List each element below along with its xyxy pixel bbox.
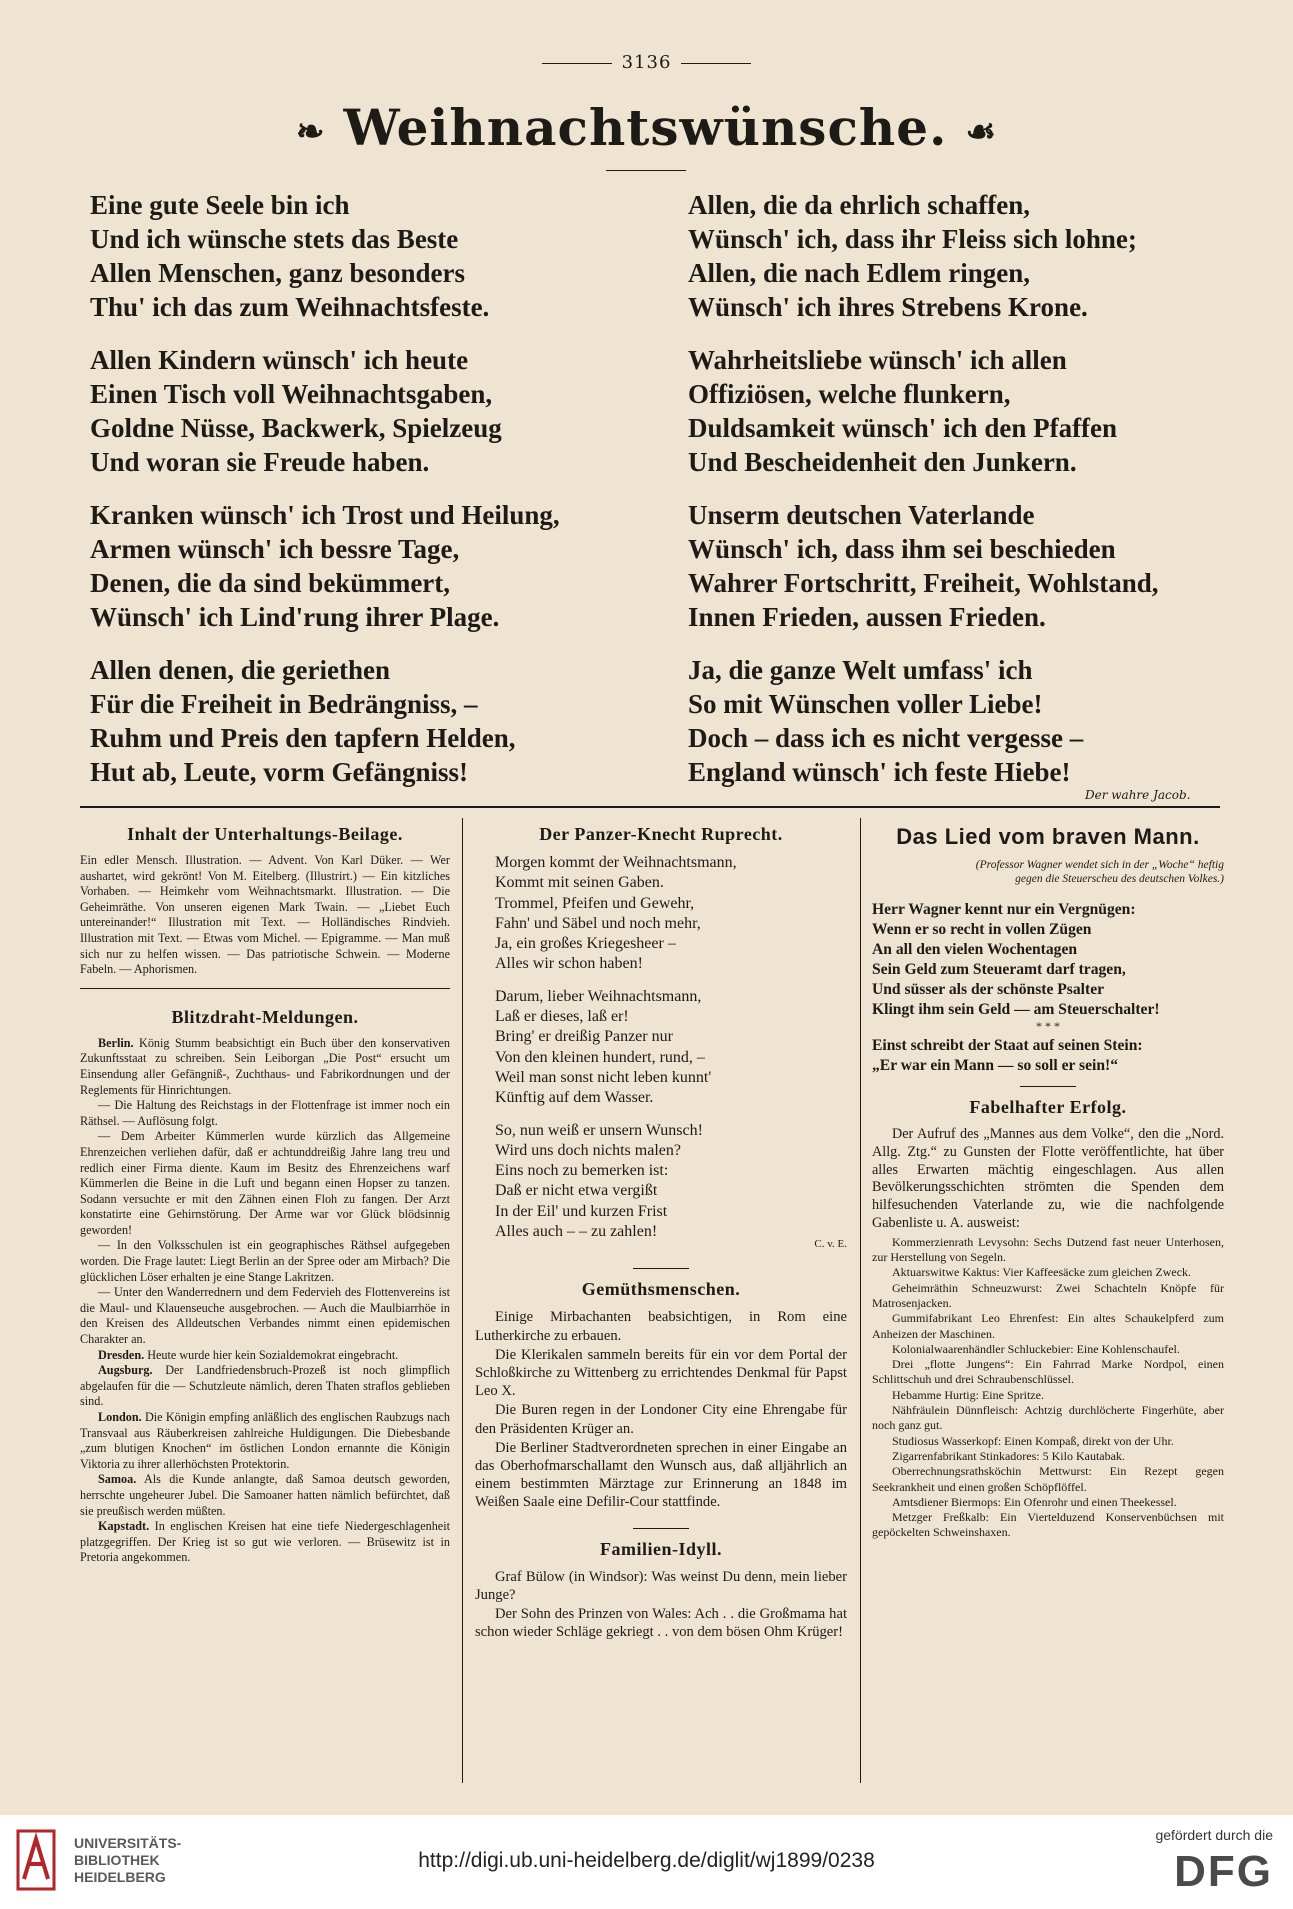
blitz-message xyxy=(80,1472,450,1519)
poem-line: Wünsch' ich Lind'rung ihrer Plage. xyxy=(90,602,500,632)
panzer-line: Weil man sonst nicht leben kunnt' xyxy=(495,1068,712,1086)
panzer-line: Darum, lieber Weihnachtsmann, xyxy=(495,987,702,1005)
lied-line: Und süsser als der schönste Psalter xyxy=(872,981,1105,998)
blitz-text: Als die Kunde anlangte, daß Samoa deutsch geworden, herrschte ungeheurer Jubel. Die Samoaner hatten nämlich befürchtet, daß sie preußisch werden müßten. xyxy=(80,1472,450,1518)
blitz-text: Die Königin empfing anläßlich des englischen Raubzugs nach Transvaal aus Räuberkreisen zahlreiche Huldigungen. Die Diebesbande „zum blutigen Knochen“ im östlichen London ernannte die Königin Viktoria zu ihrer allerhöchsten Protektorin. xyxy=(80,1410,451,1471)
blitz-message xyxy=(80,1098,450,1129)
poem-stanza xyxy=(90,188,650,324)
gift-entry: Oberrechnungsrathsköchin Mettwurst: Ein Rezept gegen Seekrankheit und einen großen Schöpflöffel. xyxy=(872,1464,1224,1494)
dfg-logo: DFG xyxy=(1174,1847,1273,1896)
poem-signature: Der wahre Jacob. xyxy=(1085,788,1191,802)
blitz-message xyxy=(80,1036,450,1098)
section-divider xyxy=(80,806,1220,808)
panzer-line: Bring' er dreißig Panzer nur xyxy=(495,1028,673,1046)
gift-entry: Zigarrenfabrikant Stinkadores: 5 Kilo Kautabak. xyxy=(892,1448,1125,1463)
blitz-message xyxy=(80,1129,450,1238)
blitz-message xyxy=(80,1519,450,1566)
poem-left-column xyxy=(90,188,650,808)
page-title-text: Weihnachtswünsche. xyxy=(343,98,948,157)
blitz-place: Augsburg. xyxy=(98,1363,153,1378)
inhalt-heading: Inhalt der Unterhaltungs-Beilage. xyxy=(127,824,403,844)
panzer-rule xyxy=(633,1268,689,1269)
poem-line: Eine gute Seele bin ich xyxy=(90,190,350,220)
lied-line: „Er war ein Mann — so soll er sein!“ xyxy=(872,1057,1119,1074)
poem-line: Innen Frieden, aussen Frieden. xyxy=(688,602,1046,632)
gemueth-heading: Gemüthsmenschen. xyxy=(581,1279,741,1300)
gemueth-paragraph: Einige Mirbachanten beabsichtigen, in Rom eine Lutherkirche zu erbauen. xyxy=(475,1309,847,1344)
inhalt-rule xyxy=(80,988,450,989)
column-rule-2 xyxy=(860,818,861,1783)
fabel-gift-list xyxy=(872,1235,1224,1541)
lied-line: Einst schreibt der Staat auf seinen Stein: xyxy=(872,1037,1143,1054)
blitz-message xyxy=(80,1348,450,1364)
poem-line: Doch – dass ich es nicht vergesse – xyxy=(688,723,1084,753)
panzer-line: Morgen kommt der Weihnachtsmann, xyxy=(495,854,737,871)
gemueth-paragraph: Die Berliner Stadtverordneten sprechen in einer Eingabe an das Oberhofmarschallamt den Wunsch aus, daß alljährlich an einem bestimmten Märztage zur Erinnerung an 1848 im Weißen Saale eine Defilir-Cour stattfinde. xyxy=(475,1439,847,1511)
poem-line: Offiziösen, welche flunkern, xyxy=(688,379,1011,409)
poem-line: Einen Tisch voll Weihnachtsgaben, xyxy=(90,379,493,409)
panzer-poem xyxy=(475,853,847,1242)
gemueth-paragraph: Die Klerikalen sammeln bereits für ein vor dem Portal der Schloßkirche zu Wittenberg zu errichtendes Denkmal für Papst Leo X. xyxy=(475,1346,847,1400)
poem-line: Hut ab, Leute, vorm Gefängniss! xyxy=(90,757,468,787)
familien-heading: Familien-Idyll. xyxy=(599,1538,722,1559)
page-number-rule-right xyxy=(681,63,751,64)
familien-paragraph: Der Sohn des Prinzen von Wales: Ach . . die Großmama hat schon wieder Schläge gekriegt . . von dem bösen Ohm Krüger! xyxy=(475,1605,847,1641)
blitz-text: In englischen Kreisen hat eine tiefe Niedergeschlagenheit platzgegriffen. Der Krieg ist so gut wie verloren. — Brüsewitz ist in Pretoria angekommen. xyxy=(80,1519,450,1565)
blitz-messages xyxy=(80,1036,450,1566)
poem-stanza xyxy=(688,653,1248,789)
lied-rule xyxy=(1020,1086,1076,1087)
gemueth-text xyxy=(475,1308,847,1511)
gift-entry: Nähfräulein Dünnfleisch: Achtzig durchlöcherte Fingerhüte, aber noch ganz gut. xyxy=(872,1403,1224,1433)
funded-by-text: gefördert durch die xyxy=(1155,1827,1273,1843)
gift-entry: Drei „flotte Jungens“: Ein Fahrrad Marke Nordpol, einen Schlittschuh und drei Schraubenschlüssel. xyxy=(872,1357,1224,1387)
panzer-line: In der Eil' und kurzen Frist xyxy=(495,1202,668,1220)
panzer-line: Daß er nicht etwa vergißt xyxy=(495,1182,658,1200)
column-2 xyxy=(475,818,847,1642)
lied-line: Herr Wagner kennt nur ein Vergnügen: xyxy=(872,901,1136,918)
blitz-text: Der Landfriedensbruch-Prozeß ist noch glimpflich abgelaufen für die — Schutzleute nämlich, deren Thaten straflos geblieben sind. xyxy=(80,1363,450,1409)
lied-line: An all den vielen Wochentagen xyxy=(872,941,1078,958)
panzer-line: Alles wir schon haben! xyxy=(495,955,643,973)
blitz-message xyxy=(80,1285,450,1347)
lied-heading: Das Lied vom braven Mann. xyxy=(896,824,1200,849)
poem-stanza xyxy=(688,498,1248,634)
blitz-text: König Stumm beabsichtigt ein Buch über den konservativen Zukunftsstaat zu schreiben. Sein Leiborgan „Die Post“ ersucht um Einsendung aller Gefängniß-, Zuchthaus- und Fabrikordnungen und der Reglements für Hinrichtungen. xyxy=(80,1035,451,1097)
fabel-heading: Fabelhafter Erfolg. xyxy=(969,1097,1127,1117)
gift-entry: Kolonialwaarenhändler Schluckebier: Eine Kohlenschaufel. xyxy=(892,1341,1180,1356)
poem-line: Wahrheitsliebe wünsch' ich allen xyxy=(688,345,1067,375)
poem-line: Allen, die da ehrlich schaffen, xyxy=(688,190,1030,220)
panzer-signature: C. v. E. xyxy=(814,1238,847,1251)
lied-verse-1 xyxy=(872,900,1224,1020)
lied-line: Sein Geld zum Steueramt darf tragen, xyxy=(872,961,1126,978)
gift-entry: Gummifabrikant Leo Ehrenfest: Ein altes Schaukelpferd zum Anheizen der Maschinen. xyxy=(872,1311,1224,1341)
poem-line: Wünsch' ich ihres Strebens Krone. xyxy=(688,292,1088,322)
poem-stanza xyxy=(90,343,650,479)
panzer-line: Von den kleinen hundert, rund, – xyxy=(495,1048,705,1066)
poem-line: Denen, die da sind bekümmert, xyxy=(90,568,451,598)
title-rule xyxy=(606,170,686,171)
ornament-left-icon: ❧ xyxy=(296,112,326,152)
lied-line: Klingt ihm sein Geld — am Steuerschalter! xyxy=(872,1001,1160,1018)
viewer-footer xyxy=(0,1815,1293,1909)
column-3 xyxy=(872,818,1224,1541)
blitz-text: — Unter den Wanderrednern und dem Federvieh des Flottenvereins ist die Maul- und Klauenseuche ausgebrochen. — Auch die Maulbiarrhöe in den Kreisen des Alldeutschen Verbandes nimmt einen epidemischen Charakter an. xyxy=(80,1285,450,1347)
library-line-3: HEIDELBERG xyxy=(74,1869,166,1885)
poem-line: Allen Kindern wünsch' ich heute xyxy=(90,345,469,375)
gift-entry: Geheimräthin Schneuzwurst: Zwei Schachteln Knöpfe für Matrosenjacken. xyxy=(872,1280,1224,1310)
lied-note: (Professor Wagner wendet sich in der „Woche“ heftig gegen die Steuerscheu des deutschen Volkes.) xyxy=(975,859,1224,885)
panzer-stanza xyxy=(495,1121,847,1243)
panzer-line: Ja, ein großes Kriegesheer – xyxy=(495,935,676,953)
panzer-line: Laß er dieses, laß er! xyxy=(495,1008,629,1026)
familien-text xyxy=(475,1568,847,1642)
poem-line: Kranken wünsch' ich Trost und Heilung, xyxy=(90,500,560,530)
blitz-text: — Dem Arbeiter Kümmerlen wurde kürzlich das Allgemeine Ehrenzeichen verliehen dafür, daß er achtunddreißig Jahre lang treu und redlich einer Firma diente. Kaum im Besitz des Ehrenzeichens warf Kümmerlen die Beine in die Luft und begann einen Hopser zu tanzen. Sodann versuchte er mit den Zähnen einen Floh zu fangen. Der Arzt konstatirte eine Gehirnstörung. Der Arme war vor Glück blödsinnig geworden! xyxy=(80,1129,450,1237)
poem-stanza xyxy=(688,343,1248,479)
panzer-line: Kommt mit seinen Gaben. xyxy=(495,874,664,892)
familien-paragraph: Graf Bülow (in Windsor): Was weinst Du denn, mein lieber Junge? xyxy=(475,1568,847,1603)
gift-entry: Studiosus Wasserkopf: Einen Kompaß, direkt von der Uhr. xyxy=(892,1433,1174,1448)
blitz-text: — In den Volksschulen ist ein geographisches Räthsel aufgegeben worden. Die Frage lautet: Liegt Berlin an der Spree oder am Mirbach? Die glücklichen Löser erhalten je eine Stange Lakritzen. xyxy=(80,1238,450,1284)
panzer-stanza xyxy=(495,853,847,975)
blitz-place: Kapstadt. xyxy=(98,1519,150,1534)
library-line-2: BIBLIOTHEK xyxy=(74,1852,160,1868)
poem-line: Duldsamkeit wünsch' ich den Pfaffen xyxy=(688,413,1118,443)
blitz-message xyxy=(80,1238,450,1285)
poem-line: Ja, die ganze Welt umfass' ich xyxy=(688,655,1033,685)
gemueth-paragraph: Die Buren regen in der Londoner City eine Ehrengabe für den Präsidenten Krüger an. xyxy=(475,1402,847,1437)
blitz-text: Heute wurde hier kein Sozialdemokrat eingebracht. xyxy=(147,1347,399,1362)
poem-line: Allen Menschen, ganz besonders xyxy=(90,258,466,288)
poem-line: So mit Wünschen voller Liebe! xyxy=(688,689,1043,719)
blitz-place: Berlin. xyxy=(98,1035,134,1050)
poem-right-column xyxy=(688,188,1248,808)
poem-line: England wünsch' ich feste Hiebe! xyxy=(688,757,1071,787)
inhalt-text: Ein edler Mensch. Illustration. — Advent. Von Karl Düker. — Wer aushartet, wird gekrönt! Von M. Eitelberg. (Illustrirt.) — Ein kitzliches Vorhaben. — Heimkehr vom Weihnachtsmarkt. Illustration. — Die Geheimräthe. Von unseren eigenen Mark Twain. — „Liebet Euch untereinander!“ Illustration mit Text. — Holländisches Rindvieh. Illustration mit Text. — Etwas vom Michel. — Epigramme. — Man muß sich nur zu helfen wissen. — Das patriotische Schwein. — Moderne Fabeln. — Aphorismen. xyxy=(80,853,450,977)
poem-line: Allen denen, die geriethen xyxy=(90,655,390,685)
fabel-intro: Der Aufruf des „Mannes aus dem Volke“, den die „Nord. Allg. Ztg.“ zu Gunsten der Flotte veröffentlichte, hat über alles Erwarten mächtig eingeschlagen. Aus allen Bevölkerungsschichten strömten die Spenden dem hilfesuchenden Vaterlande zu, wie die nachfolgende Gabenliste u. A. ausweist: xyxy=(872,1126,1224,1231)
blitz-message xyxy=(80,1410,450,1472)
column-1 xyxy=(80,818,450,1566)
blitz-text: — Die Haltung des Reichstags in der Flottenfrage ist immer noch ein Räthsel. — Auflösung folgt. xyxy=(80,1098,450,1128)
poem-line: Ruhm und Preis den tapfern Helden, xyxy=(90,723,516,753)
ornament-right-icon: ☙ xyxy=(965,112,997,152)
panzer-line: Trommel, Pfeifen und Gewehr, xyxy=(495,894,695,912)
panzer-line: Alles auch – – zu zahlen! xyxy=(495,1223,658,1241)
poem-stanza xyxy=(90,653,650,789)
page-number-text: 3136 xyxy=(621,52,672,73)
permalink-url[interactable]: http://digi.ub.uni-heidelberg.de/diglit/wj1899/0238 xyxy=(418,1849,875,1872)
panzer-heading: Der Panzer-Knecht Ruprecht. xyxy=(539,824,783,844)
poem-line: Goldne Nüsse, Backwerk, Spielzeug xyxy=(90,413,502,443)
poem-line: Und woran sie Freude haben. xyxy=(90,447,430,477)
poem-line: Und ich wünsche stets das Beste xyxy=(90,224,459,254)
lied-verse-2 xyxy=(872,1036,1224,1076)
panzer-line: Eins noch zu bemerken ist: xyxy=(495,1162,669,1180)
gift-entry: Amtsdiener Biermops: Ein Ofenrohr und einen Theekessel. xyxy=(892,1494,1177,1509)
gift-entry: Aktuarswitwe Kaktus: Vier Kaffeesäcke zum gleichen Zweck. xyxy=(892,1265,1192,1280)
gift-entry: Kommerzienrath Levysohn: Sechs Dutzend fast neuer Unterhosen, zur Herstellung von Segeln. xyxy=(872,1234,1224,1265)
poem-line: Wünsch' ich, dass ihr Fleiss sich lohne; xyxy=(688,224,1137,254)
poem-stanza xyxy=(688,188,1248,324)
gift-entry: Hebamme Hurtig: Eine Spritze. xyxy=(892,1387,1044,1402)
poem-line: Für die Freiheit in Bedrängniss, – xyxy=(90,689,478,719)
page-title xyxy=(0,98,1293,157)
panzer-line: So, nun weiß er unsern Wunsch! xyxy=(495,1121,703,1139)
poem-stanza xyxy=(90,498,650,634)
poem-line: Wünsch' ich, dass ihm sei beschieden xyxy=(688,534,1116,564)
poem-line: Wahrer Fortschritt, Freiheit, Wohlstand, xyxy=(688,568,1159,598)
gift-entry: Metzger Freßkalb: Ein Viertelduzend Konservenbüchsen mit gepöckelten Schweinshaxen. xyxy=(872,1510,1224,1540)
panzer-stanza xyxy=(495,987,847,1109)
column-rule-1 xyxy=(462,818,463,1783)
blitz-heading: Blitzdraht-Meldungen. xyxy=(171,1006,359,1027)
poem-line: Und Bescheidenheit den Junkern. xyxy=(688,447,1077,477)
poem-line: Allen, die nach Edlem ringen, xyxy=(688,258,1031,288)
blitz-place: Dresden. xyxy=(98,1347,145,1362)
panzer-line: Künftig auf dem Wasser. xyxy=(495,1089,654,1107)
lied-stars: * * * xyxy=(1036,1019,1060,1033)
poem-line: Armen wünsch' ich bessre Tage, xyxy=(90,534,460,564)
gemueth-rule xyxy=(633,1528,689,1529)
library-line-1: UNIVERSITÄTS- xyxy=(74,1835,182,1851)
page-number xyxy=(0,52,1293,73)
blitz-place: Samoa. xyxy=(98,1472,137,1487)
blitz-message xyxy=(80,1363,450,1410)
panzer-line: Fahn' und Säbel und noch mehr, xyxy=(495,914,701,932)
lied-line: Wenn er so recht in vollen Zügen xyxy=(872,921,1092,938)
page-number-rule-left xyxy=(542,63,612,64)
blitz-place: London. xyxy=(98,1410,142,1424)
poem-line: Unserm deutschen Vaterlande xyxy=(688,500,1035,530)
panzer-line: Wird uns doch nichts malen? xyxy=(495,1141,681,1159)
poem-line: Thu' ich das zum Weihnachtsfeste. xyxy=(90,292,490,322)
